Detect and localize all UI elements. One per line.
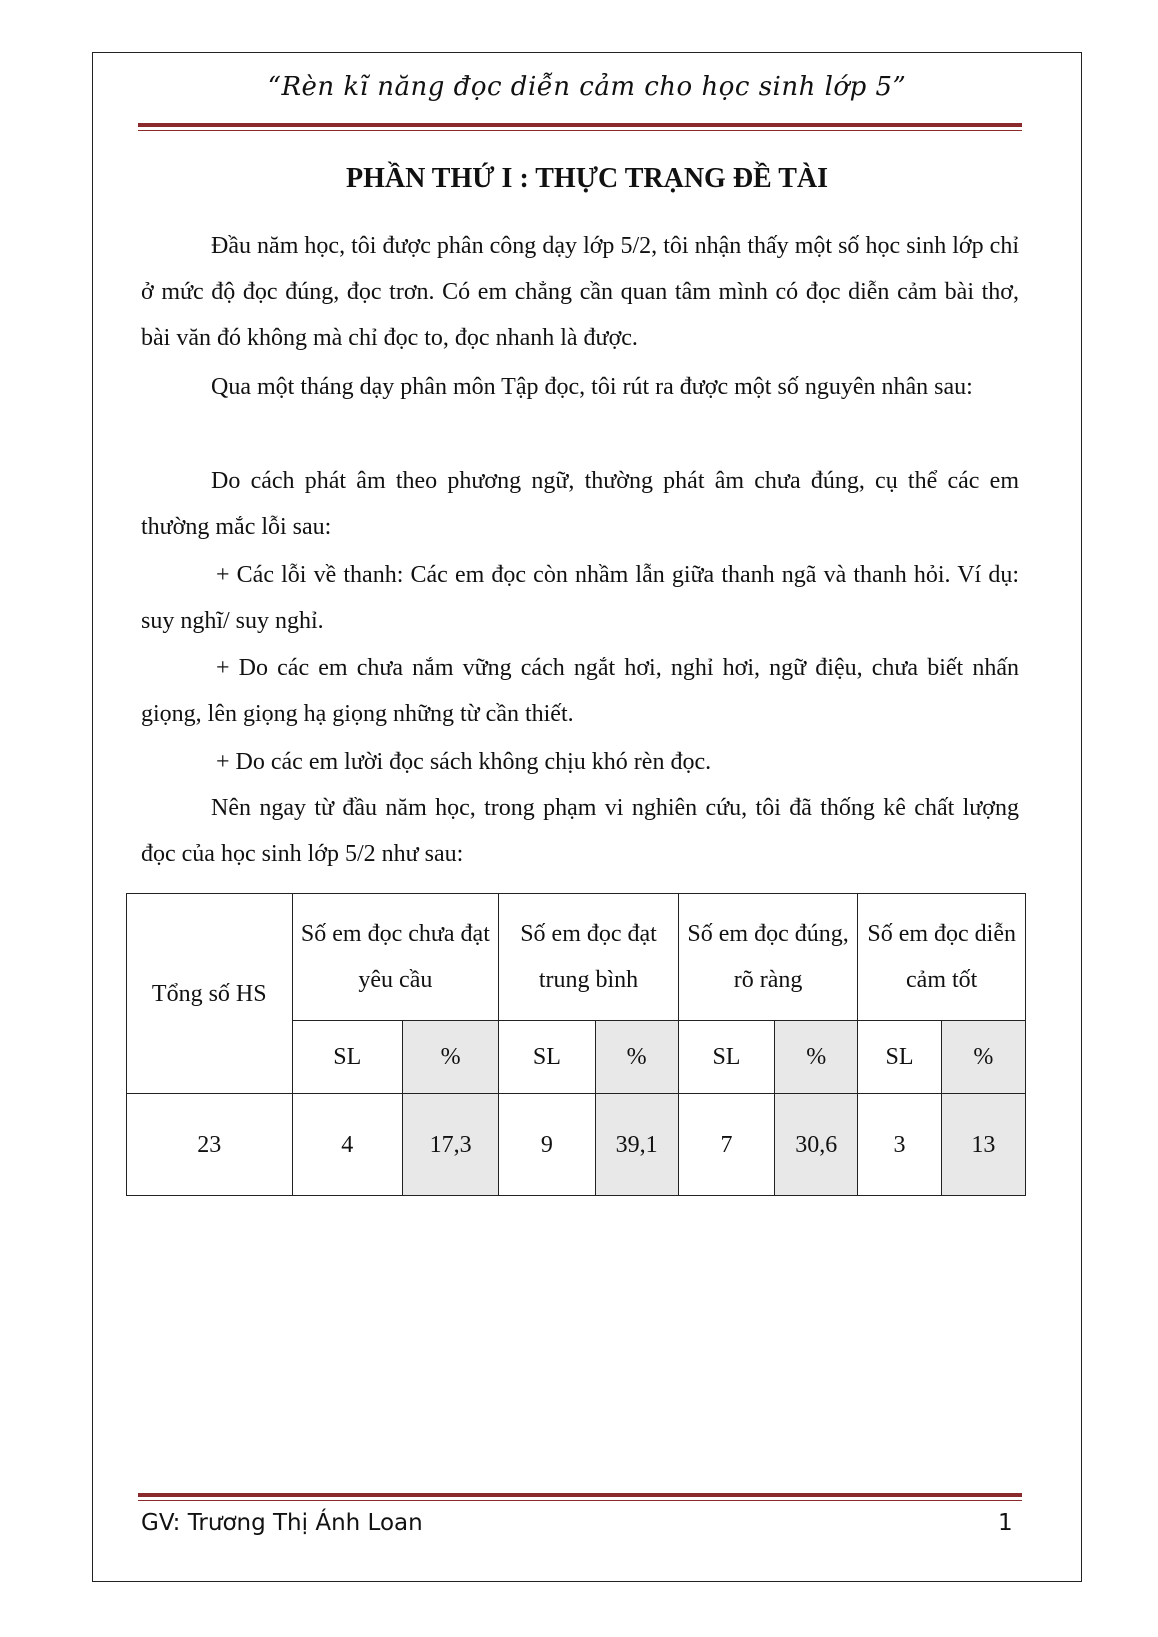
footer-divider [138,1493,1022,1501]
cell-expressive-percent: 13 [941,1094,1025,1196]
subheader-percent: % [595,1021,678,1094]
subheader-sl: SL [499,1021,595,1094]
cell-correct-percent: 30,6 [775,1094,858,1196]
cell-not-met-percent: 17,3 [402,1094,498,1196]
header-group-not-met: Số em đọc chưa đạt yêu cầu [292,894,499,1021]
cell-not-met-sl: 4 [292,1094,402,1196]
cell-average-sl: 9 [499,1094,595,1196]
subheader-sl: SL [678,1021,774,1094]
header-total-students: Tổng số HS [127,894,293,1094]
header-group-expressive: Số em đọc diễn cảm tốt [858,894,1026,1021]
cell-average-percent: 39,1 [595,1094,678,1196]
subheader-percent: % [941,1021,1025,1094]
subheader-percent: % [402,1021,498,1094]
paragraph: + Do các em lười đọc sách không chịu khó rèn đọc. [216,749,712,775]
subheader-sl: SL [858,1021,941,1094]
cell-correct-sl: 7 [678,1094,774,1196]
paragraph: Do cách phát âm theo phương ngữ, thường phát âm chưa đúng, cụ thể các em thường mắc lỗi sau: [141,468,1019,540]
paragraph: + Các lỗi về thanh: Các em đọc còn nhầm lẫn giữa thanh ngã và thanh hỏi. Ví dụ: suy nghĩ/ suy nghỉ. [141,562,1019,634]
subheader-percent: % [775,1021,858,1094]
header-divider [138,123,1022,131]
page-number: 1 [998,1510,1013,1536]
paragraph: Qua một tháng dạy phân môn Tập đọc, tôi rút ra được một số nguyên nhân sau: [211,374,973,400]
document-header-title: “Rèn kĩ năng đọc diễn cảm cho học sinh lớp 5” [267,72,907,102]
section-title: PHẦN THỨ I : THỰC TRẠNG ĐỀ TÀI [345,163,829,194]
reading-quality-table [126,893,1026,1196]
paragraph: Đầu năm học, tôi được phân công dạy lớp 5/2, tôi nhận thấy một số học sinh lớp chỉ ở mức độ đọc đúng, đọc trơn. Có em chẳng cần quan tâm mình có đọc diễn cảm bài thơ, bài văn đó không mà chỉ đọc to, đọc nhanh là được. [141,233,1019,351]
footer-author: GV: Trương Thị Ánh Loan [141,1510,423,1536]
paragraph: Nên ngay từ đầu năm học, trong phạm vi nghiên cứu, tôi đã thống kê chất lượng đọc của học sinh lớp 5/2 như sau: [141,795,1019,867]
header-group-average: Số em đọc đạt trung bình [499,894,679,1021]
paragraph: + Do các em chưa nắm vững cách ngắt hơi, nghỉ hơi, ngữ điệu, chưa biết nhấn giọng, lên giọng hạ giọng những từ cần thiết. [141,655,1019,727]
cell-total: 23 [127,1094,293,1196]
subheader-sl: SL [292,1021,402,1094]
cell-expressive-sl: 3 [858,1094,941,1196]
header-group-correct-clear: Số em đọc đúng, rõ ràng [678,894,858,1021]
